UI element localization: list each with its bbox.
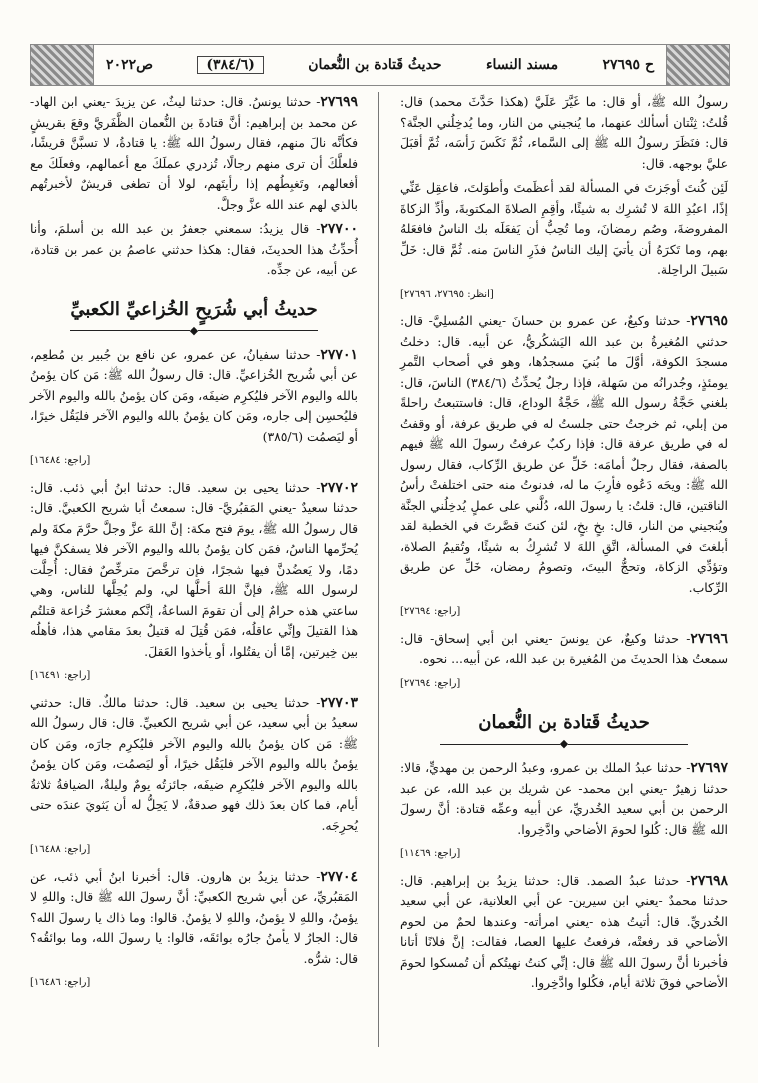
hadith-entry: [30, 693, 358, 837]
hadith-number: ٢٧٧٠٣: [320, 694, 358, 711]
hadith-text: - حدثنا وكيعٌ، عن عمرو بن حسانَ -يعني المُسلِيَّ- قال: حدثني المُغيرةُ بن عبد الله اليَشكُريُّ، عن أبيه. قال: دخلتُ مسجدَ الكوفة، أوَّلَ ما بُنيَ مسجدُها، وهو في أصحاب التَّمرِ يومئذٍ، وجُدرانُه من سَهلة، فإذا رجلٌ يُحدِّثُ (٣٨٤/٦) الناسَ، قال: بلغني حَجَّةُ رسول الله ﷺ، حَجَّةُ الوداع، قال: فاستتبعتُ راحلةً من إبلي، ثم خرجتُ حتى جلستُ له في طريق عرفة، أو وقفتُ له في طريق عرفة قال: فإذا ركبٌ عرفتُ رسولَ الله ﷺ فيهم بالصفة، فقال رجلٌ أمامَه: خَلِّ عن طريق الرِّكاب، فقال رسول الله ﷺ: ويحَه دَعُوه فأرِبَ ما له، فدنوتُ منه حتى اختلفتْ رأسُ الناقتين، قال: قلتُ: يا رسولَ الله، دُلَّني على عملٍ يُدخِلُني الجنَّة ويُنجيني من النار، قال: بخٍ بخٍ، لئن كنتَ قصَّرتَ في الخطبة لقد أبلغتَ في المسألة، اتَّقِ اللهَ لا تُشرِكُ به شيئًا، وتُقيمُ الصلاة، وتؤدِّي الزكاة، وتحجُّ البيتَ، وتصومُ رمضان، خَلِّ عن طريق الرِّكاب.: [400, 313, 728, 595]
column-divider: [378, 92, 379, 1047]
header-volume-box: (٣٨٤/٦): [197, 56, 263, 74]
hadith-text: - حدثنا عبدُ الصمد. قال: حدثنا يزيدُ بن إبراهيم. قال: حدثنا محمدٌ -يعني ابن سيرين- عن أبي العلانية، عن أبي سعيد الخُدريِّ. قال: أتيتُ هذه -يعني امرأته- وعندها لحمٌ من لحوم الأضاحي قد رفعتْه، فرفعتُ عليها العصا، فقالت: إنَّ فلانًا أتانا فأخبرنا أنَّ رسولَ الله ﷺ قال: إنِّي كنتُ نهيتُكم أن تُمسكوا لحومَ الأضاحي فوقَ ثلاثة أيام، فكُلوا وادَّخِروا.: [400, 872, 728, 990]
header-ornament-right: [667, 45, 729, 85]
cross-reference: [راجع: ٢٧٦٩٤]: [400, 606, 461, 617]
hadith-entry: [400, 871, 728, 994]
hadith-entry: [30, 92, 358, 215]
cross-reference: [راجع: ١٦٤٩١]: [30, 670, 91, 681]
continued-text: رسولُ الله ﷺ، أو قال: ما غَيَّرَ عَلَيَّ (هكذا حَدَّثَ محمد) قال: قُلتُ: ثِنْتان أسألك عنهما، ما يُنجيني من النار، وما يُدخِلُني الجنَّة؟ قال: فنَظَرَ رسولُ الله ﷺ إلى السَّماء، ثُمَّ نَكَسَ رَأسَه، ثُمَّ أقبَلَ عليَّ بوجهه. قال:: [400, 94, 728, 171]
running-header: [30, 44, 730, 86]
title-ornament: ◆: [30, 327, 358, 335]
hadith-number: ٢٧٧٠١: [320, 346, 358, 363]
hadith-text: - حدثنا يحيى بن سعيد. قال: حدثنا ابنُ أبي ذئب. قال: حدثنا سعيدٌ -يعني المَقبُريَّ- قال: سمعتُ أبا شريح الكعبيَّ. قال: قال رسولُ الله ﷺ، يومَ فتح مكة: إنَّ اللهَ عزَّ وجلَّ حرَّمَ مكةَ ولم يُحرِّمها الناسُ، فمَن كان يؤمنُ بالله واليوم الآخر فلا يسفكنَّ فيها دمًا، ولا يَعضُدنَّ فيها شجرًا، فإن ترخَّصَ مترخِّصٌ فقال: أُحِلَّت لرسول الله ﷺ، فإنَّ اللهَ أحلَّها لي، ولم يُحِلَّها للناس، وهي ساعتي هذه حرامٌ إلى أن تقومَ الساعةُ، إنَّكم معشرَ خُزاعة قتلتُم هذا القتيلَ وإنِّي عاقلُه، فمَن قُتِلَ له قتيلٌ بعدَ مقامي هذا، فأهلُه بين خِيرتين، إمَّا أن يقتُلوا، أو يأخذوا العَقلَ.: [30, 479, 358, 659]
hadith-number: ٢٧٧٠٠: [320, 221, 358, 237]
header-chapter-name: حديثُ قَتادة بن النُّعمان: [308, 57, 442, 73]
hadith-text: - حدثنا سفيانُ، عن عمرو، عن نافع بن جُبير بن مُطعِم، عن أبي شُريح الخُزاعيِّ. قال: قال رسولُ الله ﷺ: مَن كان يؤمنُ بالله واليوم الآخر فليُكرِم ضيفَه، ومَن كان يؤمنُ بالله واليوم الآخر فليُحسِن إلى جاره، ومَن كان يؤمنُ بالله واليوم الآخر فليَقُل خيرًا، أو ليَصمُت (٣٨٥/٦): [30, 346, 358, 444]
hadith-entry: [30, 345, 358, 448]
hadith-entry: [400, 758, 728, 840]
hadith-entry: [400, 629, 728, 670]
hadith-text: - حدثنا يونسُ. قال: حدثنا ليثٌ، عن يزيدَ -يعني ابن الهاد- عن محمد بن إبراهيم: أنَّ قتادةَ بن النُّعمان الظَّفَريَّ وقعَ بقريشٍ فكأنَّه نالَ منهم، فقال رسولُ الله ﷺ: يا قتادةُ، لا تسبَّنَّ قريشًا، فلعلَّكَ أن ترى منهم رجالًا، تُزدري عملَكَ مع أعمالهم، وفعلَكَ مع أفعالهم، وتَغبِطُهم إذا رأيتَهم، لولا أن تطغى قريشٌ لأخبرتُهم بالذي لهم عند الله عزَّ وجلَّ.: [30, 94, 358, 212]
hadith-number: ٢٧٦٩٩: [320, 94, 358, 110]
hadith-text: - حدثنا وكيعٌ، عن يونسَ -يعني ابن أبي إسحاق- قال: سمعتُ هذا الحديثَ من المُغيرة بن عبد الله، عن أبيه... نحوه.: [400, 630, 728, 666]
left-column: [30, 92, 358, 1000]
hadith-entry: [30, 478, 358, 663]
header-ornament-left: [31, 45, 93, 85]
hadith-number: ٢٧٦٩٥: [690, 313, 728, 329]
hadith-text: - حدثنا يحيى بن سعيد. قال: حدثنا مالكٌ. قال: حدثني سعيدُ بن أبي سعيد، عن أبي شريح الكعبيِّ. قال: قال رسولُ الله ﷺ: مَن كان يؤمنُ بالله واليوم الآخر فليُكرِم جارَه، ومَن كان يؤمنُ بالله واليوم الآخر فليَقُل خيرًا، أو ليَصمُت، ومَن كان يؤمنُ بالله واليوم الآخر فليُكرِم ضيفَه، جائزتُه يومٌ وليلةٌ، الضيافةُ ثلاثةُ أيام، فما كان بعدَ ذلك فهو صدقةٌ، لا يَحِلُّ له أن يَثويَ عندَه حتى يُحرِجَه.: [30, 694, 358, 833]
header-hadith-number: ح ٢٧٦٩٥: [602, 57, 654, 73]
right-column: [400, 92, 728, 998]
hadith-entry: [30, 219, 358, 281]
hadith-entry: [30, 867, 358, 970]
header-book-name: مسند النساء: [485, 57, 559, 73]
cross-reference: [راجع: ١٦٤٨٦]: [30, 977, 91, 988]
hadith-text: - قال يزيدُ: سمعني جعفرُ بن عبد الله بن أسلمَ، وأنا أُحدِّثُ هذا الحديثَ، فقال: هكذا حدثني عاصمُ بن عمر بن قتادة، عن أبيه، عن جدِّه.: [30, 221, 358, 277]
hadith-number: ٢٧٧٠٢: [320, 479, 358, 496]
hadith-entry: [400, 311, 728, 598]
hadith-text: - حدثنا يزيدُ بن هارون. قال: أخبرنا ابنُ أبي ذئب، عن المَقبُريِّ، عن أبي شريح الكعبيِّ: أنَّ رسولَ الله ﷺ قال: واللهِ لا يؤمنُ، واللهِ لا يؤمنُ، واللهِ لا يؤمنُ. قالوا: وما ذاك يا رسولَ الله؟ قال: الجارُ لا يأمنُ جارُه بوائقَه، قالوا: يا رسولَ الله، وما بوائقُه؟ قال: شرُّه.: [30, 868, 358, 966]
continued-text: لَئِن كُنتَ أوجَزتَ في المسألة لقد أعظَمتَ وأطوَلتَ، فاعقِل عَنِّي إذًا، اعبُدِ اللهَ لا تُشرِك به شيئًا، وأقِمِ الصلاةَ المكتوبةَ، وأدِّ الزكاةَ المفروضةَ، وصُم رمضانَ، وما تُحِبُّ أن يَفعَلَه بك الناسُ فافعَلهُ بهم، وما تَكرَهُ أن يأتيَ إليك الناسُ فذَرِ الناسَ منه. ثُمَّ قال: خَلِّ سَبيلَ الراحِلة.: [400, 180, 728, 277]
hadith-number: ٢٧٦٩٦: [690, 630, 728, 647]
hadith-number: ٢٧٦٩٧: [690, 760, 728, 776]
section-title: حديثُ أبي شُرَيحٍ الخُزاعيِّ الكعبيِّ: [70, 298, 318, 320]
header-page-number: ص٢٠٢٢: [106, 57, 154, 73]
cross-reference: [راجع: ٢٧٦٩٤]: [400, 677, 461, 689]
cross-reference: [راجع: ١٦٤٨٨]: [30, 844, 91, 855]
cross-reference: [راجع: ١٦٤٨٤]: [30, 455, 91, 466]
hadith-text: - حدثنا عبدُ الملك بن عمرو، وعبدُ الرحمن بن مهديٍّ، قالا: حدثنا زهيرٌ -يعني ابن محمد- عن شريك بن عبد الله، عن عبد الرحمن بن أبي سعيد الخُدريِّ، عن أبيه وعمِّه قتادة: أنَّ رسولَ الله ﷺ قال: كُلوا لحومَ الأضاحي وادَّخِروا.: [400, 760, 728, 837]
header-band: [93, 45, 667, 85]
cross-reference: [انظر: ٢٧٦٩٥، ٢٧٦٩٦]: [400, 288, 494, 300]
section-title: حديثُ قَتادة بن النُّعمان: [478, 712, 650, 733]
title-ornament: ◆: [400, 740, 728, 748]
hadith-number: ٢٧٦٩٨: [690, 872, 728, 889]
cross-reference: [راجع: ١١٤٦٩]: [400, 848, 461, 859]
hadith-number: ٢٧٧٠٤: [320, 868, 358, 885]
